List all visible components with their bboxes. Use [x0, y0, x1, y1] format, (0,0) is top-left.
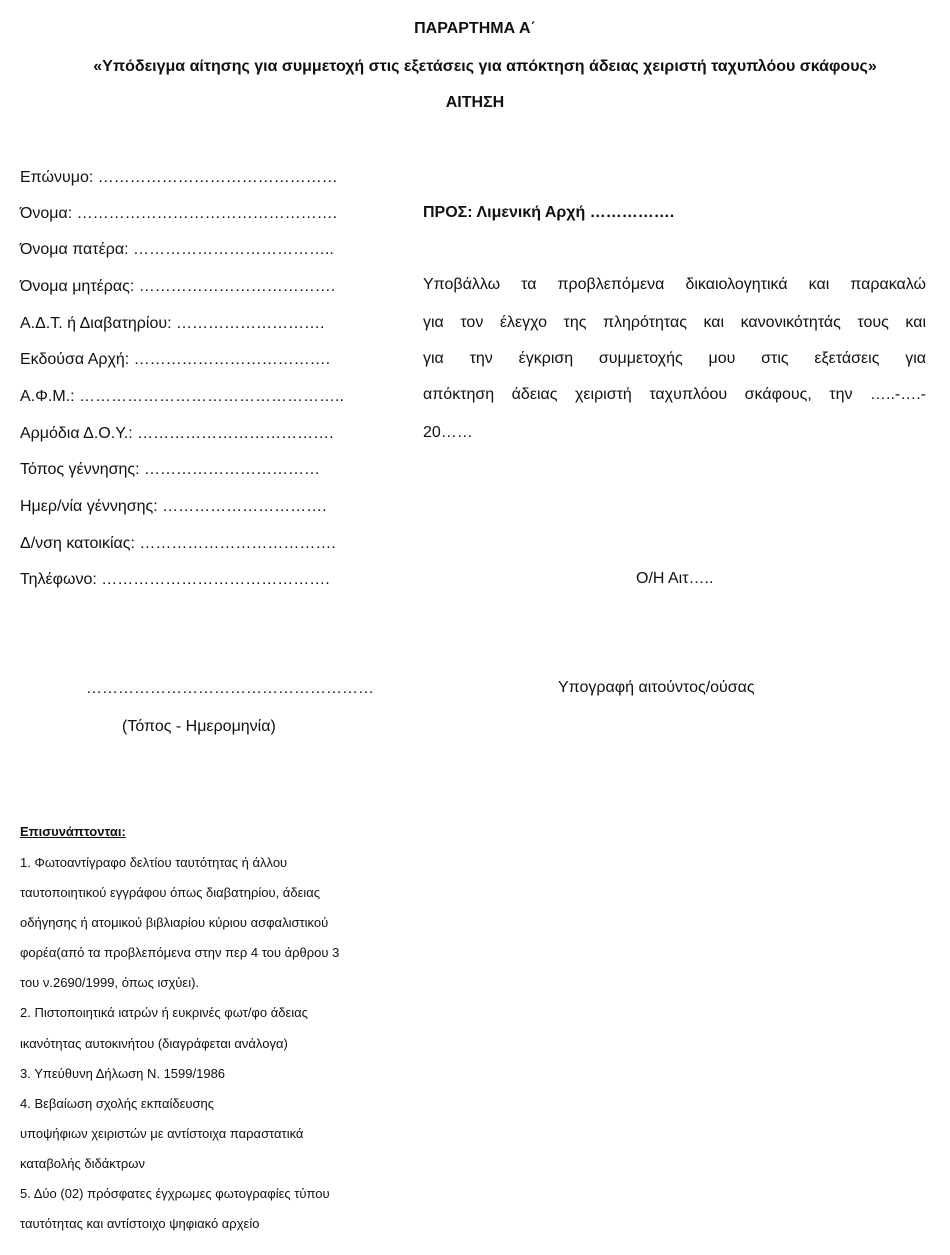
- annex-title: ΠΑΡΑΡΤΗΜΑ Α΄: [414, 20, 536, 37]
- father-name-field: Όνομα πατέρα: ………………………………..: [20, 241, 334, 258]
- form-title: «Υπόδειγμα αίτησης για συμμετοχή στις εξετάσεις για απόκτηση άδειας χειριστή ταχυπλόου σκάφους»: [93, 58, 877, 75]
- enclosure-line: φορέα(από τα προβλεπόμενα στην περ 4 του άρθρου 3: [20, 945, 340, 960]
- mother-name-field: Όνομα μητέρας: ……………………………….: [20, 278, 336, 295]
- first-name-field: Όνομα: ………………………………………….: [20, 205, 338, 222]
- id-passport-field: Α.Δ.Τ. ή Διαβατηρίου: ……………………….: [20, 315, 325, 332]
- enclosure-line: ταυτότητας και αντίστοιχο ψηφιακό αρχείο: [20, 1216, 260, 1231]
- document-title: ΑΙΤΗΣΗ: [445, 94, 505, 111]
- tax-number-field: Α.Φ.Μ.: …………………………………………..: [20, 388, 344, 405]
- enclosure-line: 3. Υπεύθυνη Δήλωση Ν. 1599/1986: [20, 1066, 226, 1081]
- request-body-line: για τον έλεγχο της πληρότητας και κανονικότητάς τους και: [423, 314, 926, 331]
- request-body-line: Υποβάλλω τα προβλεπόμενα δικαιολογητικά και παρακαλώ: [423, 276, 926, 293]
- request-body-line: 20……: [423, 424, 473, 441]
- request-body-line: απόκτηση άδειας χειριστή ταχυπλόου σκάφους, την …..-….-: [423, 386, 926, 403]
- enclosure-line: 1. Φωτοαντίγραφο δελτίου ταυτότητας ή άλλου: [20, 855, 288, 870]
- place-date-label: (Τόπος - Ημερομηνία): [122, 718, 276, 735]
- request-body-line: για την έγκριση συμμετοχής μου στις εξετάσεις για: [423, 350, 926, 367]
- enclosure-line: 5. Δύο (02) πρόσφατες έγχρωμες φωτογραφίες τύπου: [20, 1186, 330, 1201]
- applicant-label: Ο/Η Αιτ…..: [636, 570, 714, 587]
- enclosure-line: ικανότητας αυτοκινήτου (διαγράφεται ανάλογα): [20, 1036, 288, 1051]
- enclosures-title: Επισυνάπτονται:: [20, 824, 126, 839]
- birthplace-field: Τόπος γέννησης: ……………………………: [20, 461, 320, 478]
- place-date-dots: ………………………………………………: [86, 680, 374, 697]
- signature-label: Υπογραφή αιτούντος/ούσας: [558, 679, 755, 696]
- enclosure-line: 2. Πιστοποιητικά ιατρών ή ευκρινές φωτ/φο άδειας: [20, 1005, 308, 1020]
- enclosure-line: 4. Βεβαίωση σχολής εκπαίδευσης: [20, 1096, 215, 1111]
- enclosure-line: καταβολής διδάκτρων: [20, 1156, 145, 1171]
- birthdate-field: Ημερ/νία γέννησης: ………………………….: [20, 498, 327, 515]
- phone-field: Τηλέφωνο: …………………………………….: [20, 571, 330, 588]
- surname-field: Επώνυμο: ………………………………………: [20, 169, 338, 186]
- address-field: Δ/νση κατοικίας: ……………………………….: [20, 535, 336, 552]
- enclosure-line: υποψήφιων χειριστών με αντίστοιχα παραστατικά: [20, 1126, 304, 1141]
- tax-office-field: Αρμόδια Δ.Ο.Υ.: ……………………………….: [20, 425, 334, 442]
- enclosure-line: του ν.2690/1999, όπως ισχύει).: [20, 975, 200, 990]
- recipient-line: ΠΡΟΣ: Λιμενική Αρχή …………….: [423, 204, 675, 221]
- issuing-authority-field: Εκδούσα Αρχή: ……………………………….: [20, 351, 331, 368]
- enclosure-line: ταυτοποιητικού εγγράφου όπως διαβατηρίου, άδειας: [20, 885, 321, 900]
- enclosure-line: οδήγησης ή ατομικού βιβλιαρίου κύριου ασφαλιστικού: [20, 915, 329, 930]
